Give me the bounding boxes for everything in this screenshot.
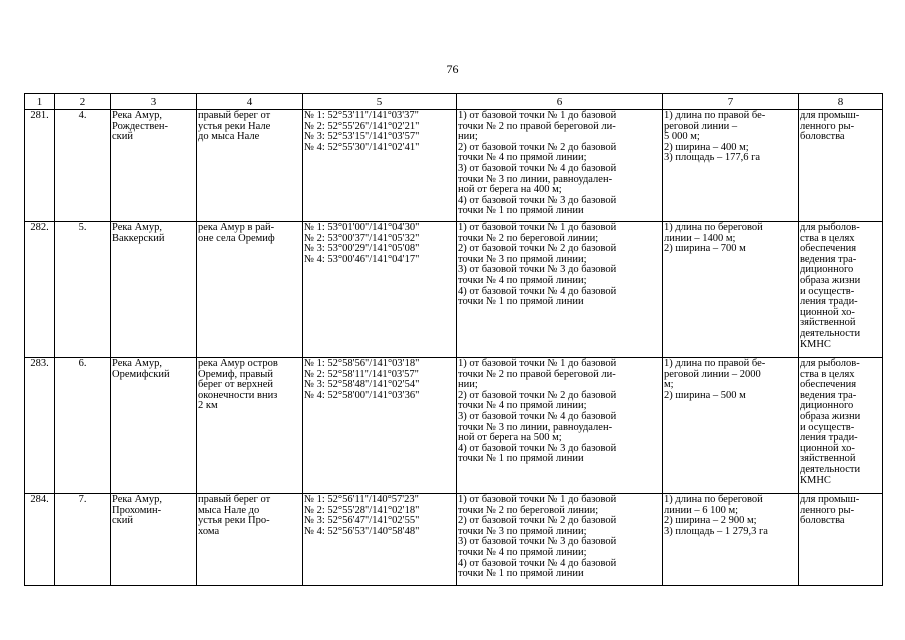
area-boundary: 1) от базовой точки № 1 до базовой точки № 2 по береговой линии; 2) от базовой точки № 2 до базовой точки № 3 по прямой линии; 3) от базовой точки № 3 до базовой точки № 4 по прямой линии; 4) от базовой точки № 4 до базовой точки № 1 по прямой линии [457, 222, 663, 358]
row-number: 283. [25, 358, 55, 494]
header-cell: 1 [25, 94, 55, 110]
area-coordinates: № 1: 52°56'11"/140°57'23" № 2: 52°55'28"/141°02'18" № 3: 52°56'47"/141°02'55" № 4: 52°56'53"/140°58'48" [303, 494, 457, 586]
header-cell: 4 [197, 94, 303, 110]
row-number: 284. [25, 494, 55, 586]
row-sub-number: 4. [55, 110, 111, 222]
table-row [25, 222, 883, 358]
area-boundary: 1) от базовой точки № 1 до базовой точки № 2 по правой береговой ли- нии; 2) от базовой точки № 2 до базовой точки № 4 по прямой линии; 3) от базовой точки № 4 до базовой точки № 3 по линии, равноудален- ной от берега на 500 м; 4) от базовой точки № 3 до базовой точки № 1 по прямой линии [457, 358, 663, 494]
table-row [25, 494, 883, 586]
row-sub-number: 7. [55, 494, 111, 586]
area-size: 1) длина по правой бе- реговой линии – 5 000 м; 2) ширина – 400 м; 3) площадь – 177,6 га [663, 110, 799, 222]
area-size: 1) длина по береговой линии – 1400 м; 2) ширина – 700 м [663, 222, 799, 358]
area-name: Река Амур, Ваккерский [111, 222, 197, 358]
area-size: 1) длина по береговой линии – 6 100 м; 2) ширина – 2 900 м; 3) площадь – 1 279,3 га [663, 494, 799, 586]
header-cell: 3 [111, 94, 197, 110]
area-name: Река Амур, Оремифский [111, 358, 197, 494]
fishing-areas-table [24, 93, 883, 586]
table-header-row [25, 94, 883, 110]
area-coordinates: № 1: 52°58'56"/141°03'18" № 2: 52°58'11"/141°03'57" № 3: 52°58'48"/141°02'54" № 4: 52°58'00"/141°03'36" [303, 358, 457, 494]
area-location: правый берег от устья реки Нале до мыса Нале [197, 110, 303, 222]
row-sub-number: 5. [55, 222, 111, 358]
row-sub-number: 6. [55, 358, 111, 494]
table-row [25, 110, 883, 222]
area-size: 1) длина по правой бе- реговой линии – 2000 м; 2) ширина – 500 м [663, 358, 799, 494]
row-number: 281. [25, 110, 55, 222]
row-number: 282. [25, 222, 55, 358]
header-cell: 8 [799, 94, 883, 110]
area-location: правый берег от мыса Нале до устья реки Про- хома [197, 494, 303, 586]
area-coordinates: № 1: 52°53'11"/141°03'37" № 2: 52°55'26"/141°02'21" № 3: 52°53'15"/141°03'57" № 4: 52°55'30"/141°02'41" [303, 110, 457, 222]
area-purpose: для рыболов- ства в целях обеспечения ведения тра- диционного образа жизни и осуществ- ления тради- ционной хо- зяйственной деятельности КМНС [799, 358, 883, 494]
header-cell: 7 [663, 94, 799, 110]
area-boundary: 1) от базовой точки № 1 до базовой точки № 2 по правой береговой ли- нии; 2) от базовой точки № 2 до базовой точки № 4 по прямой линии; 3) от базовой точки № 4 до базовой точки № 3 по линии, равноудален- ной от берега на 400 м; 4) от базовой точки № 3 до базовой точки № 1 по прямой линии [457, 110, 663, 222]
area-purpose: для промыш- ленного ры- боловства [799, 110, 883, 222]
area-name: Река Амур, Рождествен- ский [111, 110, 197, 222]
area-purpose: для промыш- ленного ры- боловства [799, 494, 883, 586]
area-location: река Амур остров Оремиф, правый берег от верхней оконечности вниз 2 км [197, 358, 303, 494]
page-number: 76 [446, 62, 459, 76]
area-name: Река Амур, Прохомин- ский [111, 494, 197, 586]
area-coordinates: № 1: 53°01'00"/141°04'30" № 2: 53°00'37"/141°05'32" № 3: 53°00'29"/141°05'08" № 4: 53°00'46"/141°04'17" [303, 222, 457, 358]
header-cell: 5 [303, 94, 457, 110]
table-row [25, 358, 883, 494]
header-cell: 2 [55, 94, 111, 110]
area-boundary: 1) от базовой точки № 1 до базовой точки № 2 по береговой линии; 2) от базовой точки № 2 до базовой точки № 3 по прямой линии; 3) от базовой точки № 3 до базовой точки № 4 по прямой линии; 4) от базовой точки № 4 до базовой точки № 1 по прямой линии [457, 494, 663, 586]
header-cell: 6 [457, 94, 663, 110]
area-location: река Амур в рай- оне села Оремиф [197, 222, 303, 358]
area-purpose: для рыболов- ства в целях обеспечения ведения тра- диционного образа жизни и осуществ- ления тради- ционной хо- зяйственной деятельности КМНС [799, 222, 883, 358]
